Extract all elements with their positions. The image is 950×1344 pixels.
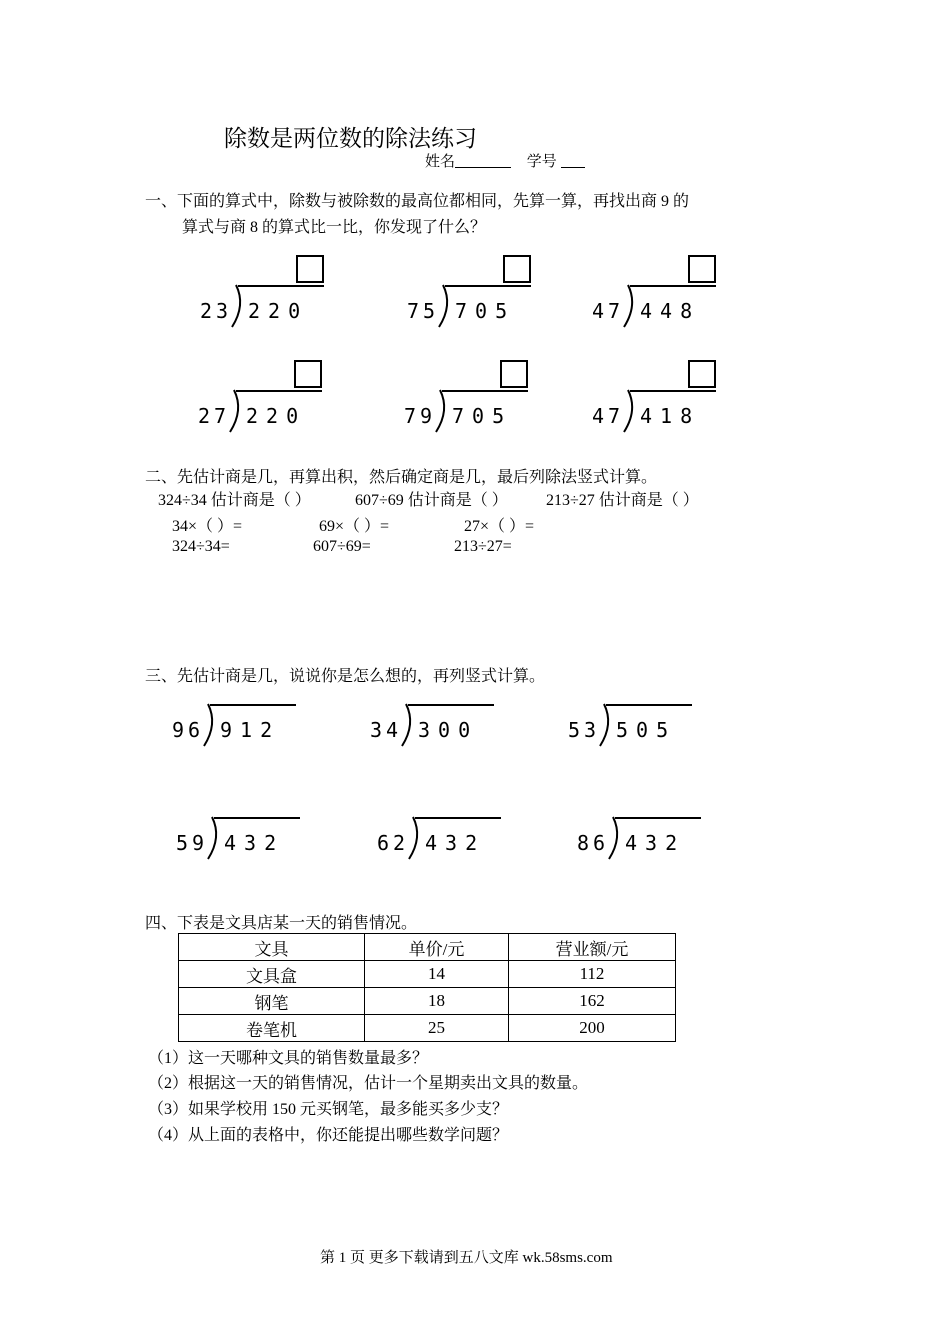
division-bracket [228,388,246,434]
cell-price: 18 [365,988,509,1015]
divisor: 86 [577,831,610,855]
question-1: （1）这一天哪种文具的销售数量最多？ [148,1050,429,1067]
long-division-problem [172,672,302,752]
dividend: 300 [418,718,479,742]
division-bar [630,390,716,392]
long-division-problem [198,358,328,438]
divisor: 75 [407,299,440,323]
name-blank[interactable] [455,153,511,168]
division-bracket [407,815,425,861]
division-bracket [607,815,625,861]
divisor: 79 [404,404,437,428]
division-3: 213÷27= [454,538,512,555]
quotient-box[interactable] [688,255,716,283]
section2-heading: 二、先估计商是几，再算出积，然后确定商是几，最后列除法竖式计算。 [145,469,658,486]
dividend: 705 [452,404,513,428]
header-price: 单价/元 [365,934,509,961]
cell-price: 25 [365,1015,509,1042]
question-4: （4）从上面的表格中，你还能提出哪些数学问题？ [148,1127,509,1144]
section4-heading: 四、下表是文具店某一天的销售情况。 [145,915,418,932]
dividend: 220 [248,299,309,323]
name-label: 姓名 [425,154,456,170]
cell-revenue: 162 [509,988,676,1015]
division-bracket [622,388,640,434]
divisor: 47 [592,404,625,428]
long-division-problem [568,672,698,752]
long-division-problem [407,253,537,333]
quotient-box[interactable] [688,360,716,388]
estimate-2: 607÷69 估计商是（ ） [355,492,508,509]
division-bar [415,817,501,819]
product-2: 69×（ ）= [319,518,390,535]
division-bar [606,704,692,706]
division-bar [236,390,322,392]
quotient-box[interactable] [503,255,531,283]
division-2: 607÷69= [313,538,371,555]
division-bar [630,285,716,287]
divisor: 23 [200,299,233,323]
product-3: 27×（ ）= [464,518,535,535]
cell-item: 卷笔机 [179,1015,365,1042]
header-item: 文具 [179,934,365,961]
dividend: 432 [425,831,486,855]
dividend: 705 [455,299,516,323]
table-row [179,961,676,988]
quotient-box[interactable] [296,255,324,283]
number-label: 学号 [526,154,557,170]
divisor: 59 [176,831,209,855]
page-footer: 第 1 页 更多下载请到五八文库 wk.58sms.com [320,1250,613,1266]
section1-instruction-line2: 算式与商 8 的算式比一比，你发现了什么？ [182,219,487,236]
divisor: 96 [172,718,205,742]
quotient-box[interactable] [500,360,528,388]
table-row [179,988,676,1015]
section1-instruction-line1: 一、下面的算式中，除数与被除数的最高位都相同，先算一算，再找出商 9 的 [145,193,690,210]
long-division-problem [592,358,722,438]
division-bracket [437,283,455,329]
division-bar [214,817,300,819]
question-3: （3）如果学校用 150 元买钢笔，最多能买多少支？ [148,1101,509,1118]
name-number-line [425,150,585,171]
division-bracket [598,702,616,748]
cell-revenue: 200 [509,1015,676,1042]
page-title: 除数是两位数的除法练习 [224,126,477,151]
division-bracket [400,702,418,748]
number-blank[interactable] [561,153,585,168]
cell-item: 文具盒 [179,961,365,988]
division-bar [442,390,528,392]
estimate-1: 324÷34 估计商是（ ） [158,492,311,509]
long-division-problem [176,785,306,865]
product-1: 34×（ ）= [172,518,243,535]
long-division-problem [577,785,707,865]
divisor: 62 [377,831,410,855]
sales-table [178,933,676,1042]
division-bracket [230,283,248,329]
dividend: 448 [640,299,701,323]
division-bar [238,285,324,287]
dividend: 432 [224,831,285,855]
long-division-problem [592,253,722,333]
long-division-problem [377,785,507,865]
long-division-problem [200,253,330,333]
question-2: （2）根据这一天的销售情况，估计一个星期卖出文具的数量。 [148,1075,589,1092]
quotient-box[interactable] [294,360,322,388]
division-bracket [622,283,640,329]
dividend: 505 [616,718,677,742]
division-bar [408,704,494,706]
dividend: 912 [220,718,281,742]
long-division-problem [404,358,534,438]
divisor: 27 [198,404,231,428]
divisor: 34 [370,718,403,742]
table-row [179,1015,676,1042]
dividend: 432 [625,831,686,855]
division-bracket [434,388,452,434]
division-bar [615,817,701,819]
division-bar [210,704,296,706]
division-1: 324÷34= [172,538,230,555]
header-revenue: 营业额/元 [509,934,676,961]
divisor: 53 [568,718,601,742]
cell-item: 钢笔 [179,988,365,1015]
cell-revenue: 112 [509,961,676,988]
estimate-3: 213÷27 估计商是（ ） [546,492,699,509]
section3-heading: 三、先估计商是几，说说你是怎么想的，再列竖式计算。 [145,668,546,685]
dividend: 418 [640,404,701,428]
table-header-row [179,934,676,961]
cell-price: 14 [365,961,509,988]
dividend: 220 [246,404,307,428]
divisor: 47 [592,299,625,323]
division-bar [445,285,531,287]
division-bracket [202,702,220,748]
long-division-problem [370,672,500,752]
division-bracket [206,815,224,861]
